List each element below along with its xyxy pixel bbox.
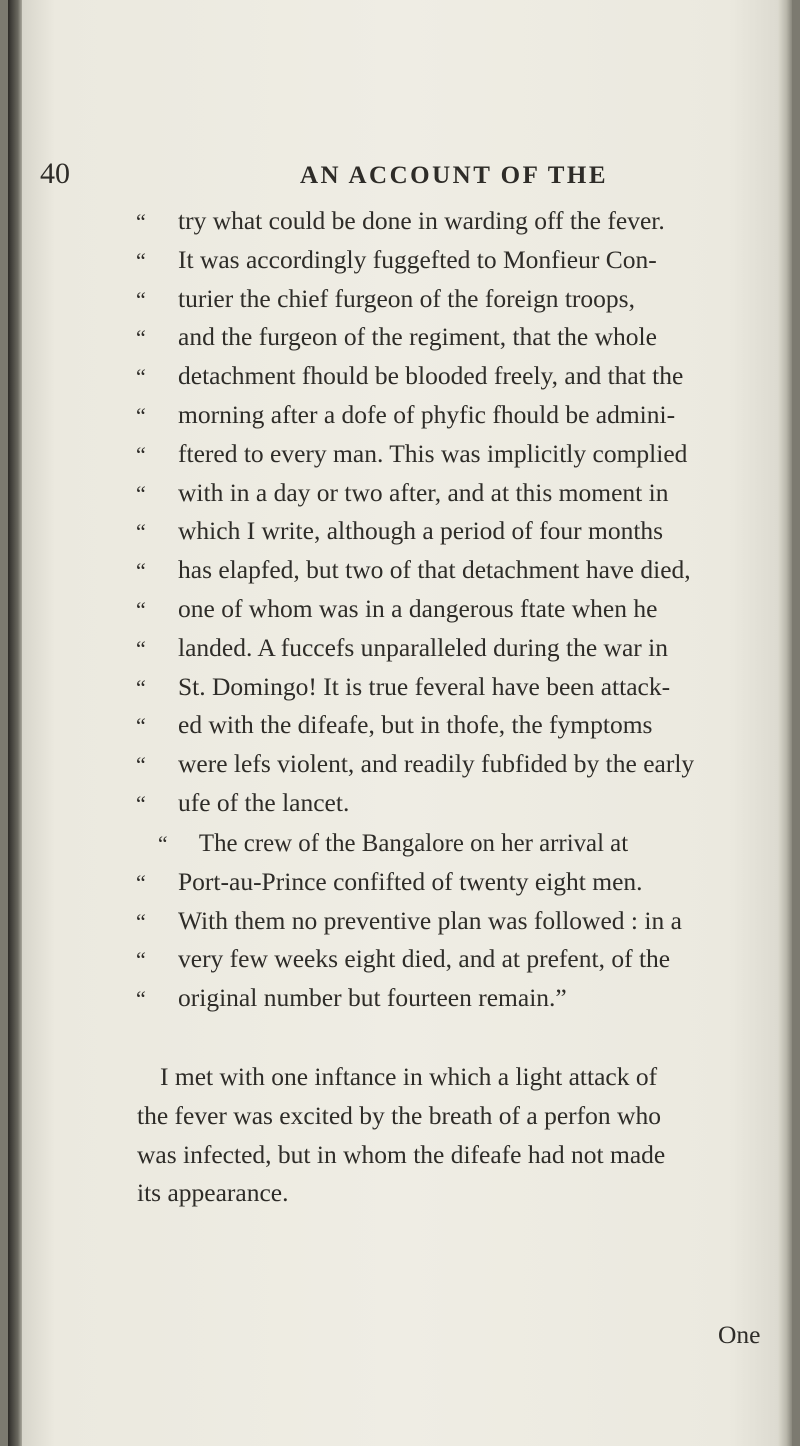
line-text: try what could be done in warding off the fever. [178, 206, 665, 235]
quoted-line [136, 243, 766, 277]
line-text: It was accordingly fuggefted to Monfieur Con- [178, 244, 657, 274]
page-edge [778, 0, 792, 1446]
quote-mark: “ [136, 674, 146, 700]
paragraph-line: the fever was excited by the breath of a perfon who [137, 1100, 661, 1130]
quoted-line [136, 359, 766, 393]
quoted-line [136, 631, 766, 665]
quote-mark: “ [136, 597, 146, 622]
line-text: With them no preventive plan was followed : in a [178, 905, 682, 935]
paragraph-line: its appearance. [137, 1178, 289, 1208]
line-text: and the furgeon of the regiment, that the whole [178, 322, 657, 352]
quote-mark: “ [136, 247, 146, 273]
quoted-line [136, 747, 766, 781]
quoted-line [136, 942, 766, 976]
line-text: were lefs violent, and readily fubfided by the early [178, 749, 695, 779]
quoted-line [136, 904, 766, 938]
quote-mark: “ [136, 441, 146, 467]
quoted-line [136, 437, 766, 471]
quote-mark: “ [136, 986, 146, 1012]
line-text: ftered to every man. This was implicitly complied [178, 438, 688, 468]
quoted-line [136, 398, 766, 432]
quote-mark: “ [136, 791, 146, 816]
quote-mark: “ [136, 752, 146, 778]
quoted-line [136, 204, 766, 238]
line-text: The crew of the Bangalore on her arrival at [198, 828, 629, 857]
quoted-line [136, 320, 766, 354]
quote-mark: “ [136, 325, 146, 351]
quoted-line [136, 708, 766, 742]
quote-mark: “ [136, 286, 146, 312]
quoted-line [136, 981, 766, 1015]
line-text: one of whom was in a dangerous ftate when he [178, 594, 658, 623]
quote-mark: “ [136, 869, 146, 895]
line-text: ed with the difeafe, but in thofe, the fymptoms [178, 710, 653, 740]
quote-mark: “ [136, 209, 146, 234]
line-text: with in a day or two after, and at this moment in [178, 477, 669, 507]
quote-mark: “ [136, 558, 146, 584]
quote-mark: “ [136, 480, 146, 506]
line-text: which I write, although a period of four months [178, 516, 664, 546]
quote-mark: “ [136, 947, 146, 973]
quote-mark: “ [136, 635, 146, 661]
quote-mark: “ [136, 713, 146, 739]
quoted-line [158, 826, 772, 860]
quoted-line [136, 865, 766, 899]
quoted-line [136, 282, 766, 316]
line-text: St. Domingo! It is true feveral have been attack- [178, 671, 671, 701]
page-number: 40 [40, 157, 70, 190]
page-header [0, 152, 800, 196]
line-text: very few weeks eight died, and at prefent, of the [178, 944, 671, 974]
quoted-line [136, 592, 766, 626]
paragraph-line: was infected, but in whom the difeafe had not made [137, 1139, 666, 1169]
quoted-line [136, 553, 766, 587]
quote-mark: “ [136, 403, 146, 428]
line-text: ufe of the lancet. [178, 788, 350, 817]
line-text: has elapfed, but two of that detachment have died, [178, 555, 691, 585]
quoted-line [136, 476, 766, 510]
paragraph-line: I met with one inftance in which a light attack of [160, 1062, 658, 1091]
line-text: turier the chief furgeon of the foreign troops, [178, 283, 635, 313]
line-text: detachment fhould be blooded freely, and that the [178, 361, 684, 391]
line-text: morning after a dofe of phyfic fhould be admini- [178, 400, 676, 429]
catchword: One [718, 1320, 761, 1349]
quote-mark: “ [136, 908, 146, 934]
quoted-line [136, 514, 766, 548]
quote-mark: “ [136, 364, 146, 390]
line-text: Port-au-Prince confifted of twenty eight men. [178, 866, 643, 896]
line-text: original number but fourteen remain.” [178, 983, 567, 1013]
book-spine [8, 0, 22, 1446]
quoted-line [136, 670, 766, 704]
quote-mark: “ [136, 519, 146, 545]
running-head: AN ACCOUNT OF THE [300, 162, 609, 189]
quote-mark: “ [158, 831, 168, 856]
quoted-line [136, 786, 766, 820]
line-text: landed. A fuccefs unparalleled during the war in [178, 632, 668, 662]
